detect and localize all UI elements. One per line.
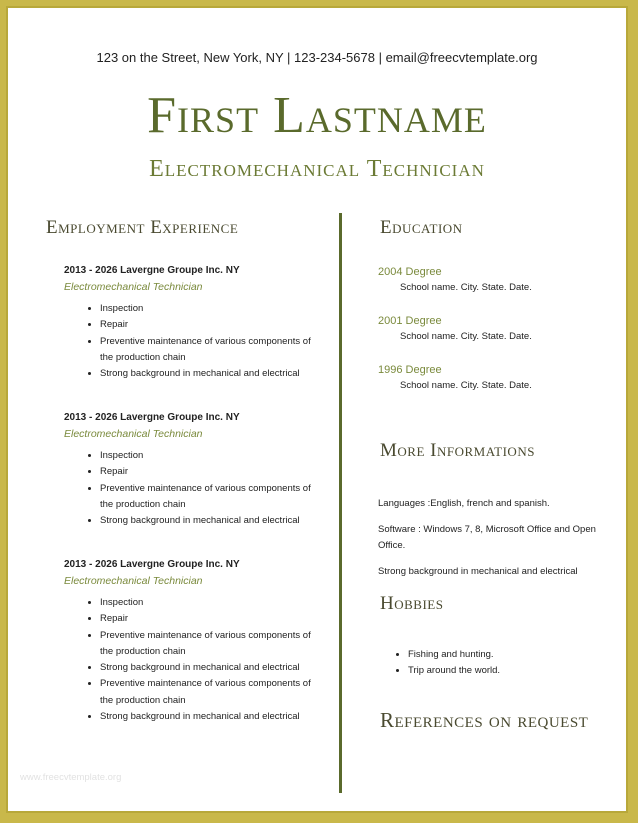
education-entry	[378, 264, 618, 296]
job-header: 2013 - 2026 Lavergne Groupe Inc. NY	[64, 412, 240, 423]
job-entry	[64, 263, 324, 382]
watermark: www.freecvtemplate.org	[20, 772, 122, 783]
contact-line: 123 on the Street, New York, NY | 123-234-5678 | email@freecvtemplate.org	[96, 50, 538, 65]
duty-item: • Repair	[100, 317, 324, 333]
job-duties	[64, 301, 324, 382]
hobbies-list	[378, 647, 598, 679]
job-header: 2013 - 2026 Lavergne Groupe Inc. NY	[64, 265, 240, 276]
column-divider	[339, 213, 342, 793]
hobby-item: • Trip around the world.	[408, 663, 598, 679]
education-entry	[378, 313, 618, 345]
duty-item: • Strong background in mechanical and electrical	[100, 660, 324, 676]
education-entry	[378, 362, 618, 394]
job-header: 2013 - 2026 Lavergne Groupe Inc. NY	[64, 559, 240, 570]
duty-item: • Repair	[100, 611, 324, 627]
job-title-heading: Electromechanical Technician	[149, 156, 485, 182]
job-entry	[64, 410, 324, 529]
duty-item: • Strong background in mechanical and electrical	[100, 709, 324, 725]
duty-item: • Preventive maintenance of various components of the production chain	[100, 334, 324, 367]
hobbies-heading: Hobbies	[380, 593, 444, 614]
job-role: Electromechanical Technician	[64, 281, 203, 293]
candidate-name: First Lastname	[147, 87, 487, 144]
duty-item: • Inspection	[100, 448, 324, 464]
education-heading: Education	[380, 217, 463, 238]
duty-item: • Strong background in mechanical and electrical	[100, 366, 324, 382]
duty-item: • Preventive maintenance of various components of the production chain	[100, 628, 324, 661]
duty-item: • Inspection	[100, 595, 324, 611]
duty-item: • Inspection	[100, 301, 324, 317]
background-text: Strong background in mechanical and electrical	[378, 566, 578, 577]
duty-item: • Strong background in mechanical and electrical	[100, 513, 324, 529]
duty-item: • Preventive maintenance of various components of the production chain	[100, 676, 324, 709]
hobby-item: • Fishing and hunting.	[408, 647, 598, 663]
employment-heading: Employment Experience	[46, 217, 239, 238]
job-role: Electromechanical Technician	[64, 575, 203, 587]
references-heading: References on request	[380, 708, 589, 732]
job-entry	[64, 557, 324, 725]
duty-item: • Preventive maintenance of various components of the production chain	[100, 481, 324, 514]
job-duties	[64, 448, 324, 529]
job-role: Electromechanical Technician	[64, 428, 203, 440]
degree: 2004 Degree	[378, 266, 442, 278]
languages-text: Languages :English, french and spanish.	[378, 498, 550, 509]
job-duties	[64, 595, 324, 725]
degree: 1996 Degree	[378, 364, 442, 376]
school: School name. City. State. Date.	[400, 331, 532, 342]
software-text: Software : Windows 7, 8, Microsoft Office and Open Office.	[378, 524, 596, 551]
duty-item: • Repair	[100, 464, 324, 480]
more-info-heading: More Informations	[380, 440, 535, 461]
degree: 2001 Degree	[378, 315, 442, 327]
school: School name. City. State. Date.	[400, 282, 532, 293]
resume-page	[6, 6, 628, 813]
school: School name. City. State. Date.	[400, 380, 532, 391]
